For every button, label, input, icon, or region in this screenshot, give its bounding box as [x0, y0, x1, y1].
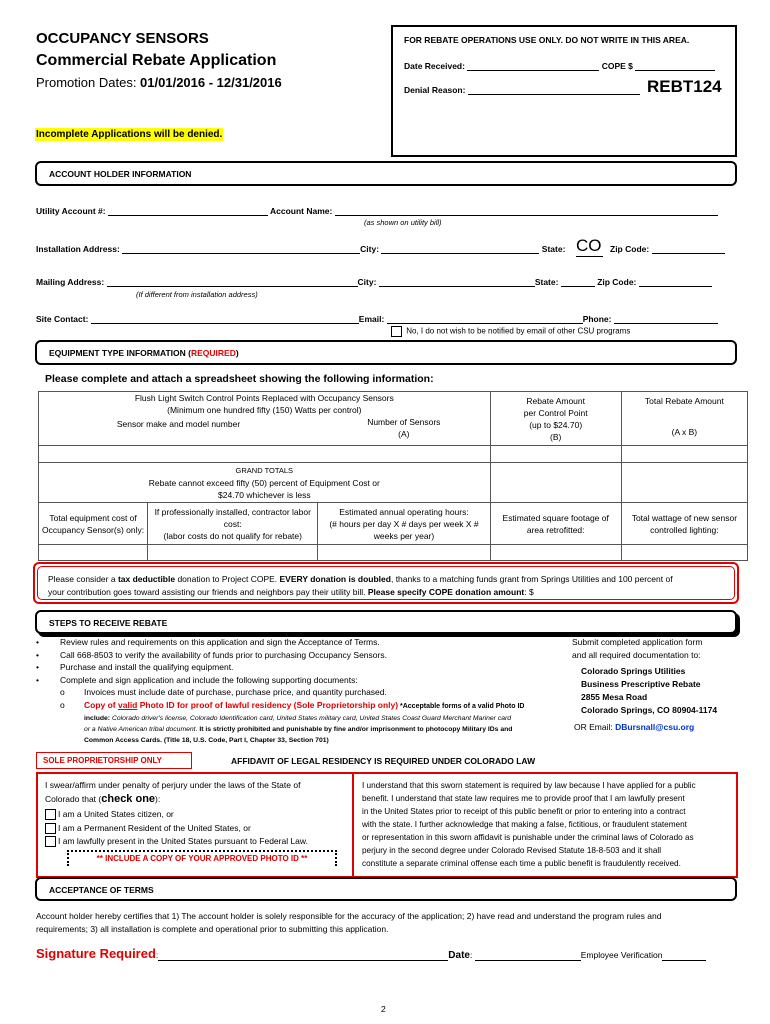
affidavit-title: AFFIDAVIT OF LEGAL RESIDENCY IS REQUIRED UNDER COLORADO LAW [231, 756, 536, 766]
city-field[interactable] [379, 278, 535, 287]
promotion-dates [36, 75, 282, 90]
zip-label: Zip Code [610, 244, 647, 254]
option-lawfully-present [45, 835, 345, 849]
submit-line: and all required documentation to: [572, 650, 701, 660]
photo-id-text: valid [118, 699, 138, 710]
swear-text-part: ): [155, 793, 161, 804]
section-account-holder [35, 161, 737, 186]
table-row [39, 392, 748, 446]
city-label: City: [360, 244, 380, 254]
spreadsheet-instruction: Please complete and attach a spreadsheet showing the following information: [45, 373, 434, 385]
photo-id-text: Photo ID for proof of lawful residency (Sole Proprietorship only) [137, 699, 399, 710]
labor-cost-label: If professionally installed, contractor labor cost: [154, 506, 311, 529]
operating-hours-cell [318, 503, 490, 545]
up-to-label: (up to $24.70) [529, 419, 583, 430]
grand-totals-cell [39, 463, 491, 503]
acceptance-line: Account holder hereby certifies that 1) The account holder is solely responsible for the accuracy of the application; 2) have read and understand the program rules and [36, 911, 662, 921]
donation-text: Please consider a [48, 574, 118, 584]
affidavit-left [45, 779, 345, 866]
donation-text: donation to Project COPE. [175, 574, 280, 584]
email-field[interactable] [387, 315, 583, 324]
signature-label: Signature Required [36, 946, 156, 961]
cope-field[interactable] [635, 62, 715, 71]
mailing-address-row: Mailing Address: City: State: Zip Code: [36, 277, 712, 287]
incomplete-notice: Incomplete Applications will be denied. [36, 129, 223, 140]
employee-verification-field[interactable] [662, 949, 706, 961]
address-line: Business Prescriptive Rebate [581, 679, 701, 689]
affidavit-line: benefit. I understand that state law requires me to provide proof that I am lawfully present [362, 794, 685, 803]
option-citizen [45, 808, 345, 822]
form-title: OCCUPANCY SENSORS [36, 30, 209, 47]
table-cell[interactable] [318, 545, 490, 561]
no-email-label: No, I do not wish to be notified by email of other CSU programs [406, 326, 631, 336]
flush-header-cell [39, 392, 491, 446]
if-different-note: (If different from installation address) [136, 290, 258, 299]
office-use-box [391, 25, 737, 157]
acceptance-line: requirements; 3) all installation is complete and operational prior to submitting this application. [36, 924, 389, 934]
list-item: • Purchase and install the qualifying equipment. [36, 661, 566, 674]
section-close: ) [235, 348, 239, 358]
photo-id-text: include: [84, 715, 112, 722]
table-cell[interactable] [490, 446, 621, 463]
submit-email-link[interactable]: DBursnall@csu.org [615, 722, 695, 732]
sensor-make-header: Sensor make and model number [116, 419, 241, 429]
address-line: Colorado Springs Utilities [581, 666, 686, 676]
promo-label: Promotion Dates: [36, 75, 141, 90]
mailing-address-field[interactable] [107, 278, 358, 287]
utility-account-label: Utility Account #: [36, 206, 106, 216]
donation-amount-field[interactable]: : $ [524, 587, 534, 597]
installation-address-label: Installation Address [36, 244, 117, 254]
table-cell[interactable] [621, 446, 747, 463]
employee-verification-label: Employee Verification [580, 950, 663, 960]
section-equipment [35, 340, 737, 365]
permanent-resident-checkbox[interactable] [45, 823, 56, 834]
affidavit-line: with the state. I further acknowledge that making a false, fictitious, or fraudulent statement [362, 820, 687, 829]
account-name-label: Account Name [270, 206, 330, 216]
date-received-field[interactable] [467, 62, 599, 71]
number-sensors-label: Number of Sensors [367, 417, 441, 427]
affidavit-line: in the United States prior to receipt of this public benefit or prior to entering into a contract [362, 807, 686, 816]
whichever-note: $24.70 whichever is less [218, 489, 311, 500]
form-subtitle: Commercial Rebate Application [36, 52, 277, 69]
citizen-checkbox[interactable] [45, 809, 56, 820]
table-row [39, 503, 748, 545]
email-line [574, 721, 717, 734]
total-rebate-label: Total Rebate Amount [644, 396, 724, 406]
mailing-address-label: Mailing Address [36, 277, 102, 287]
date-label: Date [448, 950, 470, 961]
utility-account-field[interactable] [108, 207, 268, 216]
submit-line: Submit completed application form [572, 637, 703, 647]
signature-field[interactable] [158, 949, 448, 961]
donation-text: EVERY donation is doubled [279, 574, 391, 584]
table-cell[interactable] [621, 545, 747, 561]
table-cell[interactable] [148, 545, 318, 561]
min-watts-note: (Minimum one hundred fifty (150) Watts per control) [167, 405, 362, 415]
list-item: • Call 668-8503 to verify the availability of funds prior to purchasing Occupancy Sensors. [36, 649, 566, 662]
photo-id-text: It is strictly prohibited and punishable by fine and/or imprisonment to photocopy Military IDs and [197, 726, 513, 733]
option-label: I am lawfully present in the United States pursuant to Federal Law. [58, 836, 308, 846]
affidavit-line: perjury in the second degree under Colorado Revised Statute 18-8-503 and it shall [362, 846, 662, 855]
list-item: o Invoices must include date of purchase, purchase price, and quantity purchased. [36, 686, 566, 699]
per-control-label: per Control Point [523, 407, 588, 418]
swear-text-part: Colorado that ( [45, 793, 102, 804]
affidavit-right [362, 779, 730, 870]
installation-address-field[interactable] [122, 245, 360, 254]
submit-instructions [572, 636, 717, 734]
acceptance-text [36, 910, 736, 936]
square-footage-cell: Estimated square footage of area retrofitted: [490, 503, 621, 545]
as-shown-note: (as shown on utility bill) [364, 218, 442, 227]
donation-inner [37, 566, 735, 600]
donation-text: Please specify COPE donation amount [367, 587, 525, 597]
list-item [36, 699, 566, 714]
grand-total-amount-cell[interactable] [621, 463, 747, 503]
section-title: EQUIPMENT TYPE INFORMATION ( [49, 348, 191, 358]
photo-id-text: *Acceptable forms of a valid Photo ID [398, 702, 525, 710]
state-field[interactable] [561, 278, 595, 287]
phone-label: Phone [582, 314, 609, 324]
photo-id-line [84, 724, 562, 735]
table-cell[interactable] [39, 446, 491, 463]
state-label: State [534, 277, 556, 287]
denial-reason-row [404, 85, 640, 95]
check-one-label: check one [101, 792, 156, 805]
donation-box [33, 562, 739, 604]
site-contact-row: Site Contact: Email: Phone: [36, 314, 718, 324]
section-title: ACCEPTANCE OF TERMS [49, 885, 154, 895]
option-label: I am a Permanent Resident of the United States, or [58, 822, 251, 833]
date-received-label: Date Received: [404, 61, 465, 71]
operating-hours-note: (# hours per day X # days per week X # weeks per year) [329, 518, 479, 541]
total-wattage-cell: Total wattage of new sensor controlled lighting: [621, 503, 747, 545]
state-value[interactable]: CO [576, 236, 602, 255]
swear-text: I swear/affirm under penalty of perjury under the laws of the State of [45, 780, 301, 790]
section-title: ACCOUNT HOLDER INFORMATION [49, 169, 192, 179]
donation-text: , thanks to a matching funds grant from Springs Utilities and 100 percent of [390, 574, 673, 584]
flush-header: Flush Light Switch Control Points Replaced with Occupancy Sensors [134, 393, 394, 403]
no-email-checkbox[interactable] [391, 326, 402, 337]
zip-field[interactable] [639, 278, 712, 287]
or-email-label: OR Email: [574, 722, 616, 732]
equipment-table [38, 391, 748, 561]
grand-totals-label: GRAND TOTALS [235, 465, 294, 475]
cannot-exceed-note: Rebate cannot exceed fifty (50) percent of Equipment Cost or [148, 477, 380, 488]
date-field[interactable] [475, 949, 581, 961]
column-a-label: (A) [398, 429, 410, 439]
donation-text: your contribution goes toward assisting our friends and neighbors pay their utility bill. [48, 587, 368, 597]
signature-row: Signature Required: Date: Employee Verification [36, 946, 706, 961]
photo-id-text: Colorado driver's license, Colorado Identification card, United States military card, United States Coast Guard Merchant Mariner card [111, 715, 512, 722]
zip-field[interactable] [652, 245, 725, 254]
option-label: I am a United States citizen, or [58, 809, 174, 819]
affidavit-divider [352, 774, 354, 878]
photo-id-line [84, 713, 562, 724]
section-title: STEPS TO RECEIVE REBATE [49, 618, 168, 628]
account-name-field[interactable] [335, 207, 718, 216]
axb-label: (A x B) [671, 427, 698, 437]
cope-label: COPE $ [601, 61, 633, 71]
donation-text: tax deductible [117, 574, 176, 584]
no-email-row [391, 326, 630, 337]
mailing-address [581, 665, 717, 717]
table-cell[interactable] [39, 545, 148, 561]
utility-account-row: Utility Account #: Account Name: [36, 206, 718, 216]
page-number: 2 [381, 1004, 386, 1014]
table-row [39, 446, 748, 463]
email-label: Email [358, 314, 382, 324]
photo-id-text: Copy of [84, 699, 118, 710]
affidavit-line: constitute a separate criminal offense each time a public benefit is fraudulently received. [362, 859, 681, 868]
zip-row: Zip Code: [610, 244, 725, 254]
include-photo-id-notice: ** INCLUDE A COPY OF YOUR APPROVED PHOTO ID ** [67, 850, 337, 866]
city-label: City: [357, 277, 377, 287]
date-received-row [404, 61, 715, 71]
form-code: REBT124 [647, 77, 722, 96]
total-rebate-header [621, 392, 747, 446]
option-permanent-resident [45, 822, 345, 836]
required-label: REQUIRED [190, 348, 236, 358]
labor-cost-cell [148, 503, 318, 545]
promo-dates-value: 01/01/2016 - 12/31/2016 [140, 75, 282, 90]
zip-label: Zip Code [597, 277, 634, 287]
photo-id-text: or a Native American tribal document. [84, 726, 198, 733]
affidavit-box [36, 772, 738, 878]
list-item: • Review rules and requirements on this application and sign the Acceptance of Terms. [36, 636, 566, 649]
table-row [39, 545, 748, 561]
number-sensors-header [318, 416, 490, 440]
swear-text [45, 793, 345, 807]
lawfully-present-checkbox[interactable] [45, 836, 56, 847]
table-cell[interactable] [490, 545, 621, 561]
table-row [39, 463, 748, 503]
affidavit-line: I understand that this sworn statement is required by law because I have applied for a public [362, 781, 696, 790]
office-use-header: FOR REBATE OPERATIONS USE ONLY. DO NOT WRITE IN THIS AREA. [404, 35, 690, 45]
installation-address-row: Installation Address: City: State: [36, 244, 566, 254]
denial-reason-label: Denial Reason: [404, 85, 466, 95]
sole-proprietorship-box [36, 752, 192, 769]
sole-proprietorship-label: SOLE PROPRIETORSHIP ONLY [43, 756, 162, 765]
rebate-amount-header [490, 392, 621, 446]
section-acceptance [35, 877, 737, 901]
grand-total-rebate-cell[interactable] [490, 463, 621, 503]
rebate-amount-label: Rebate Amount [526, 395, 585, 406]
denial-reason-field[interactable] [468, 86, 640, 95]
list-item: • Complete and sign application and include the following supporting documents: [36, 674, 566, 687]
phone-field[interactable] [614, 315, 718, 324]
steps-list [36, 636, 566, 713]
address-line: 2855 Mesa Road [581, 692, 648, 702]
column-b-label: (B) [550, 431, 562, 442]
city-field[interactable] [381, 245, 539, 254]
state-label: State [541, 244, 563, 254]
section-steps [35, 610, 737, 634]
operating-hours-label: Estimated annual operating hours: [339, 506, 469, 517]
photo-id-details [84, 713, 562, 746]
site-contact-field[interactable] [91, 315, 359, 324]
address-line: Colorado Springs, CO 80904-1174 [581, 705, 718, 715]
site-contact-label: Site Contact: [36, 314, 89, 324]
photo-id-line: Common Access Cards. (Title 18, U.S. Code, Part I, Chapter 33, Section 701) [84, 737, 329, 744]
affidavit-line: or representation in this sworn affidavit is punishable under the criminal laws of Colorado as [362, 833, 694, 842]
equipment-cost-cell: Total equipment cost of Occupancy Sensor(s) only: [39, 503, 148, 545]
labor-cost-note: (labor costs do not qualify for rebate) [163, 530, 302, 541]
